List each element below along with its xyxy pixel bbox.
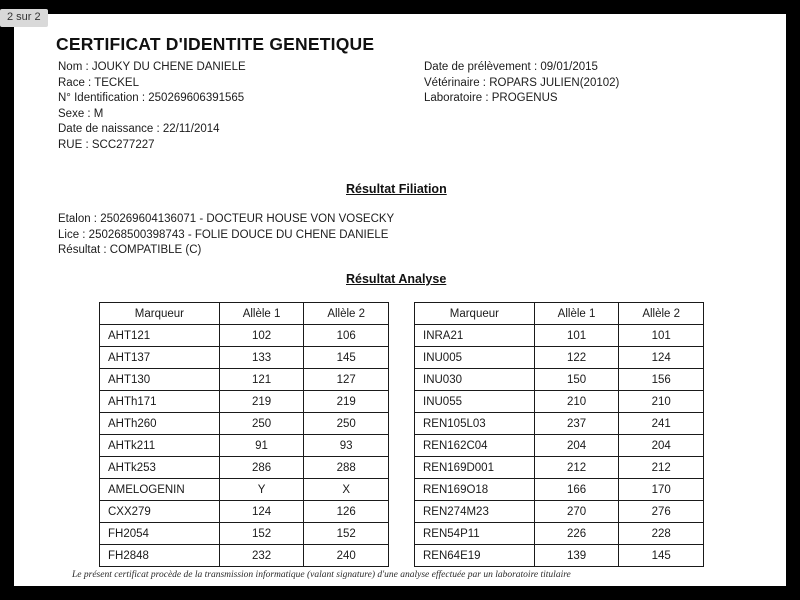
cell-marker: AHT130 [100,369,220,391]
header-field-laboratoire: Laboratoire : PROGENUS [424,92,558,104]
cell-allele1: 124 [219,501,304,523]
table-row [100,413,389,435]
cell-allele1: 133 [219,347,304,369]
table-row [415,545,704,567]
header-field-rue: RUE : SCC277227 [58,138,155,151]
cell-marker: REN64E19 [415,545,535,567]
header-field-naissance: Date de naissance : 22/11/2014 [58,123,220,135]
cell-marker: REN105L03 [415,413,535,435]
table-row [100,545,389,567]
cell-marker: FH2054 [100,523,220,545]
cell-allele2: 93 [304,435,389,457]
cell-allele1: 122 [534,347,619,369]
cell-allele2: 170 [619,479,704,501]
cell-allele2: 106 [304,325,389,347]
cell-marker: AHTh260 [100,413,220,435]
cell-marker: AHTk211 [100,435,220,457]
cell-allele2: 126 [304,501,389,523]
column-header-marqueur: Marqueur [100,303,220,325]
table-row [100,435,389,457]
cell-marker: INU005 [415,347,535,369]
filiation-block [58,212,394,259]
cell-allele2: 276 [619,501,704,523]
column-header-allele1: Allèle 1 [534,303,619,325]
cell-marker: AHT137 [100,347,220,369]
cell-marker: REN54P11 [415,523,535,545]
header-field-prelevement: Date de prélèvement : 09/01/2015 [424,61,598,73]
table-row [100,523,389,545]
cell-allele1: 232 [219,545,304,567]
cell-marker: AMELOGENIN [100,479,220,501]
cell-allele1: 121 [219,369,304,391]
header-field-nom: Nom : JOUKY DU CHENE DANIELE [58,61,246,73]
table-row [415,369,704,391]
cell-allele2: 228 [619,523,704,545]
cell-allele2: 212 [619,457,704,479]
cell-allele2: 241 [619,413,704,435]
cell-marker: REN169O18 [415,479,535,501]
cell-marker: AHTk253 [100,457,220,479]
header-right-block [424,60,619,107]
table-header-row [100,303,389,325]
footnote-text: Le présent certificat procède de la transmission informatique (valant signature) d'une analyse effectuée par un laboratoire titulaire [72,570,571,580]
cell-allele1: 101 [534,325,619,347]
section-title-filiation: Résultat Filiation [346,182,447,196]
cell-allele1: 270 [534,501,619,523]
cell-marker: REN274M23 [415,501,535,523]
cell-allele2: 145 [619,545,704,567]
column-header-allele1: Allèle 1 [219,303,304,325]
cell-allele1: 219 [219,391,304,413]
table-row [415,435,704,457]
cell-allele2: 204 [619,435,704,457]
header-field-veterinaire: Vétérinaire : ROPARS JULIEN(20102) [424,76,620,89]
cell-marker: REN162C04 [415,435,535,457]
cell-marker: CXX279 [100,501,220,523]
cell-allele1: 152 [219,523,304,545]
cell-marker: INU030 [415,369,535,391]
column-header-allele2: Allèle 2 [304,303,389,325]
cell-allele1: 150 [534,369,619,391]
table-row [100,479,389,501]
document-sheet [14,14,786,586]
table-row [415,501,704,523]
column-header-allele2: Allèle 2 [619,303,704,325]
table-row [415,391,704,413]
analysis-table-right [414,302,704,567]
filiation-lice: Lice : 250268500398743 - FOLIE DOUCE DU CHENE DANIELE [58,228,389,241]
table-row [415,325,704,347]
cell-allele2: X [304,479,389,501]
table-row [100,369,389,391]
table-row [415,413,704,435]
table-row [100,347,389,369]
cell-allele2: 219 [304,391,389,413]
cell-allele2: 288 [304,457,389,479]
table-row [415,457,704,479]
cell-marker: INU055 [415,391,535,413]
section-title-analyse: Résultat Analyse [346,272,447,286]
cell-allele1: 139 [534,545,619,567]
cell-marker: AHT121 [100,325,220,347]
table-header-row [415,303,704,325]
cell-marker: REN169D001 [415,457,535,479]
page-indicator-badge: 2 sur 2 [0,9,48,27]
cell-allele2: 250 [304,413,389,435]
cell-allele2: 210 [619,391,704,413]
cell-allele1: 226 [534,523,619,545]
cell-allele1: 166 [534,479,619,501]
cell-allele1: 286 [219,457,304,479]
filiation-resultat: Résultat : COMPATIBLE (C) [58,244,202,256]
table-row [100,501,389,523]
header-left-block [58,60,246,153]
cell-allele1: 212 [534,457,619,479]
cell-allele2: 101 [619,325,704,347]
cell-allele2: 152 [304,523,389,545]
cell-allele2: 127 [304,369,389,391]
cell-marker: INRA21 [415,325,535,347]
header-field-identification: N° Identification : 250269606391565 [58,92,245,104]
cell-allele2: 124 [619,347,704,369]
cell-marker: AHTh171 [100,391,220,413]
cell-allele1: 237 [534,413,619,435]
table-row [100,325,389,347]
cell-allele2: 145 [304,347,389,369]
certificate-document [14,14,786,586]
table-row [415,479,704,501]
column-header-marqueur: Marqueur [415,303,535,325]
analysis-table-left [99,302,389,567]
header-field-sexe: Sexe : M [58,107,104,120]
filiation-etalon: Etalon : 250269604136071 - DOCTEUR HOUSE VON VOSECKY [58,213,395,225]
cell-allele1: 250 [219,413,304,435]
cell-allele1: 91 [219,435,304,457]
table-row [100,457,389,479]
cell-allele1: 204 [534,435,619,457]
cell-allele2: 156 [619,369,704,391]
cell-allele1: 102 [219,325,304,347]
page-title: CERTIFICAT D'IDENTITE GENETIQUE [56,34,375,54]
cell-allele2: 240 [304,545,389,567]
cell-allele1: Y [219,479,304,501]
table-row [415,347,704,369]
cell-marker: FH2848 [100,545,220,567]
table-row [100,391,389,413]
cell-allele1: 210 [534,391,619,413]
header-field-race: Race : TECKEL [58,76,139,89]
table-row [415,523,704,545]
